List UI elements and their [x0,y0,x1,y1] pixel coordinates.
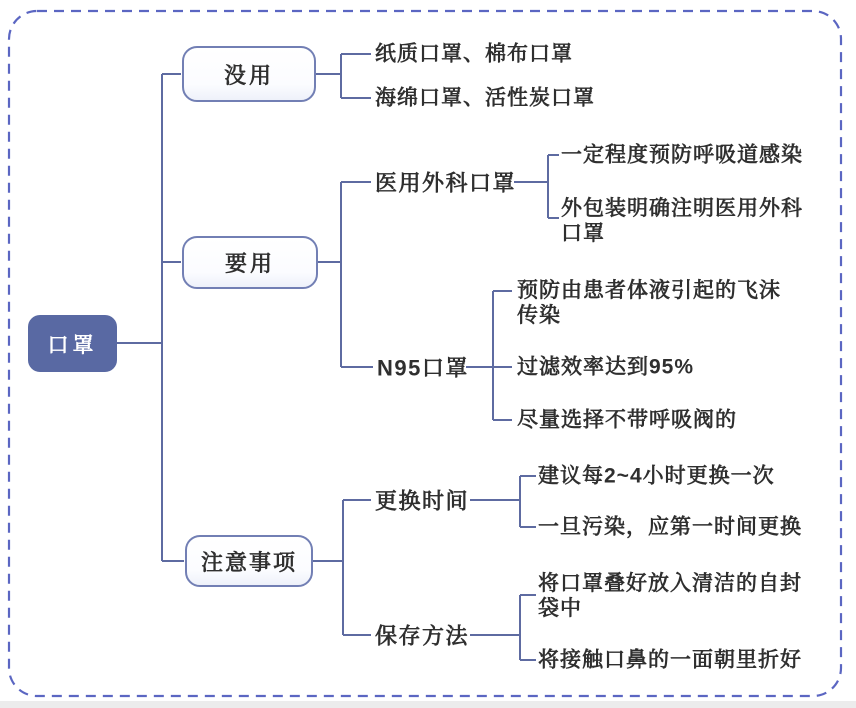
leaf-fold-inner-side-inward: 将接触口鼻的一面朝里折好 [538,648,802,672]
subtopic-surgical-mask: 医用外科口罩 [375,170,517,196]
root-node-mask: 口罩 [28,315,117,372]
bottom-edge-strip [0,701,856,708]
leaf-no-breathing-valve: 尽量选择不带呼吸阀的 [517,408,737,432]
subtopic-replacement-time: 更换时间 [375,488,470,514]
leaf-replace-every-2-4-hours: 建议每2~4小时更换一次 [538,464,775,488]
leaf-prevent-respiratory-infection: 一定程度预防呼吸道感染 [561,143,803,167]
leaf-filter-efficiency-95: 过滤效率达到95% [517,355,695,379]
leaf-fold-into-ziplock-bag: 将口罩叠好放入清洁的自封袋中 [538,572,802,620]
branch-node-precautions: 注意事项 [185,535,313,587]
leaf-labeled-surgical-mask: 外包装明确注明医用外科口罩 [561,197,803,245]
subtopic-n95-mask: N95口罩 [377,355,469,381]
branch-node-should-use: 要用 [182,236,318,289]
branch-node-useless: 没用 [182,46,316,102]
leaf-prevent-droplet-transmission: 预防由患者体液引起的飞沫传染 [517,279,781,327]
leaf-replace-when-contaminated: 一旦污染，应第一时间更换 [538,515,802,539]
leaf-paper-cotton-mask: 纸质口罩、棉布口罩 [375,42,573,66]
subtopic-storage-method: 保存方法 [375,623,470,649]
leaf-sponge-charcoal-mask: 海绵口罩、活性炭口罩 [375,86,595,110]
